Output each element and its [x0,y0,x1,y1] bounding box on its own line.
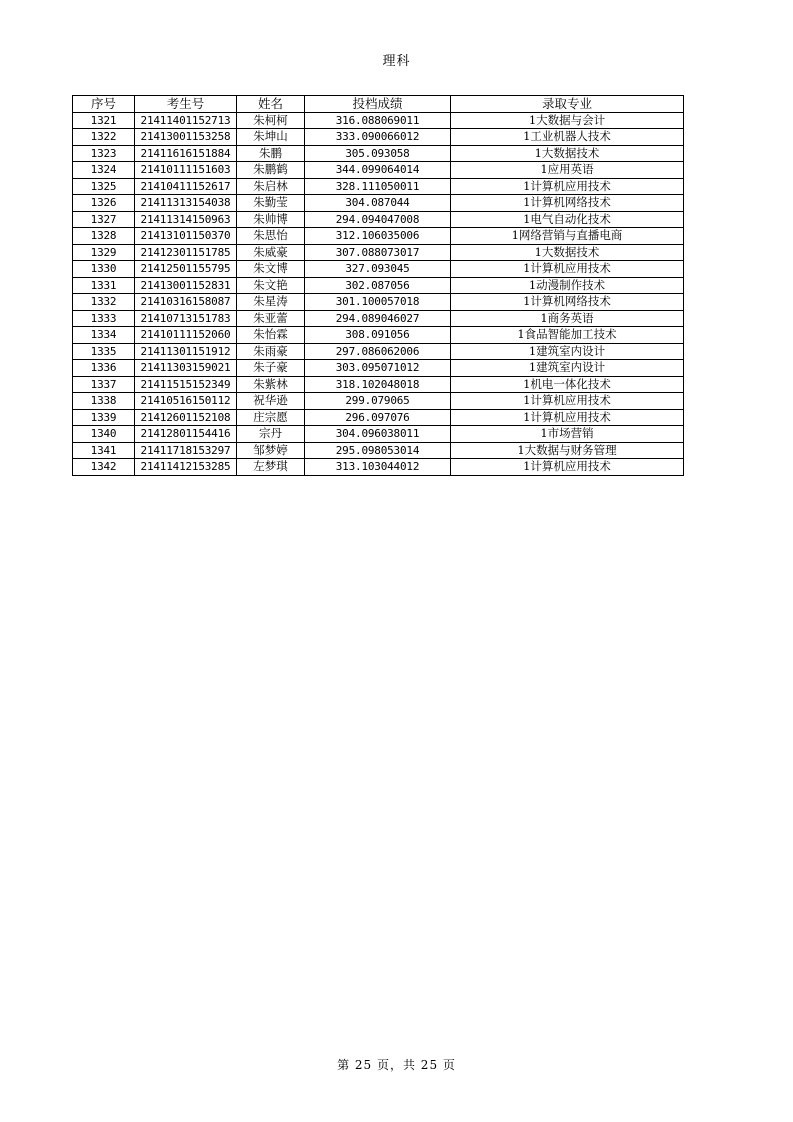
cell-name: 朱柯柯 [237,112,305,129]
cell-serial-number: 1330 [73,261,135,278]
cell-score: 344.099064014 [305,162,451,179]
cell-exam-number: 21411313154038 [135,195,237,212]
cell-name: 庄宗愿 [237,409,305,426]
cell-serial-number: 1335 [73,343,135,360]
cell-score: 305.093058 [305,145,451,162]
cell-score: 302.087056 [305,277,451,294]
cell-major: 1计算机应用技术 [451,178,684,195]
cell-name: 朱思怡 [237,228,305,245]
cell-name: 朱威豪 [237,244,305,261]
cell-score: 304.096038011 [305,426,451,443]
cell-score: 294.089046027 [305,310,451,327]
cell-score: 299.079065 [305,393,451,410]
cell-major: 1计算机应用技术 [451,393,684,410]
table-row [73,195,684,212]
table-row [73,310,684,327]
cell-major: 1商务英语 [451,310,684,327]
table-row [73,393,684,410]
cell-name: 朱鹏鹤 [237,162,305,179]
table-row [73,294,684,311]
table-header-row [73,96,684,113]
cell-serial-number: 1338 [73,393,135,410]
cell-exam-number: 21411515152349 [135,376,237,393]
cell-name: 朱启林 [237,178,305,195]
cell-serial-number: 1340 [73,426,135,443]
header-exam-number: 考生号 [135,96,237,113]
cell-exam-number: 21411301151912 [135,343,237,360]
cell-serial-number: 1326 [73,195,135,212]
cell-major: 1大数据与财务管理 [451,442,684,459]
cell-exam-number: 21412301151785 [135,244,237,261]
cell-exam-number: 21413101150370 [135,228,237,245]
cell-exam-number: 21411303159021 [135,360,237,377]
header-name: 姓名 [237,96,305,113]
cell-major: 1计算机网络技术 [451,195,684,212]
cell-score: 297.086062006 [305,343,451,360]
cell-exam-number: 21410713151783 [135,310,237,327]
cell-serial-number: 1329 [73,244,135,261]
cell-exam-number: 21410411152617 [135,178,237,195]
cell-major: 1大数据与会计 [451,112,684,129]
table-row [73,376,684,393]
cell-major: 1机电一体化技术 [451,376,684,393]
cell-score: 308.091056 [305,327,451,344]
cell-name: 朱文博 [237,261,305,278]
cell-serial-number: 1337 [73,376,135,393]
cell-name: 朱文艳 [237,277,305,294]
cell-score: 313.103044012 [305,459,451,476]
cell-name: 朱坤山 [237,129,305,146]
cell-serial-number: 1331 [73,277,135,294]
cell-serial-number: 1333 [73,310,135,327]
cell-exam-number: 21413001153258 [135,129,237,146]
table-row [73,145,684,162]
cell-name: 左梦琪 [237,459,305,476]
table-row [73,360,684,377]
cell-major: 1应用英语 [451,162,684,179]
cell-score: 327.093045 [305,261,451,278]
cell-exam-number: 21412601152108 [135,409,237,426]
page-number-footer: 第 25 页，共 25 页 [337,1058,456,1072]
cell-exam-number: 21412501155795 [135,261,237,278]
cell-major: 1大数据技术 [451,244,684,261]
cell-name: 朱亚蕾 [237,310,305,327]
cell-serial-number: 1321 [73,112,135,129]
cell-serial-number: 1324 [73,162,135,179]
cell-score: 295.098053014 [305,442,451,459]
cell-serial-number: 1341 [73,442,135,459]
admission-table [72,95,684,476]
cell-serial-number: 1327 [73,211,135,228]
table-body [73,112,684,475]
cell-serial-number: 1332 [73,294,135,311]
cell-score: 294.094047008 [305,211,451,228]
table-row [73,211,684,228]
table-row [73,261,684,278]
cell-name: 朱子豪 [237,360,305,377]
table-row [73,442,684,459]
cell-exam-number: 21411401152713 [135,112,237,129]
cell-name: 朱勤莹 [237,195,305,212]
table-row [73,162,684,179]
cell-exam-number: 21410111151603 [135,162,237,179]
cell-serial-number: 1328 [73,228,135,245]
cell-exam-number: 21412801154416 [135,426,237,443]
cell-score: 307.088073017 [305,244,451,261]
cell-major: 1网络营销与直播电商 [451,228,684,245]
cell-exam-number: 21413001152831 [135,277,237,294]
cell-score: 301.100057018 [305,294,451,311]
cell-exam-number: 21410516150112 [135,393,237,410]
cell-name: 祝华逊 [237,393,305,410]
table-row [73,129,684,146]
cell-major: 1计算机网络技术 [451,294,684,311]
table-row [73,178,684,195]
header-score: 投档成绩 [305,96,451,113]
header-major: 录取专业 [451,96,684,113]
cell-major: 1计算机应用技术 [451,409,684,426]
cell-serial-number: 1334 [73,327,135,344]
table-row [73,228,684,245]
cell-major: 1计算机应用技术 [451,459,684,476]
cell-score: 312.106035006 [305,228,451,245]
cell-major: 1食品智能加工技术 [451,327,684,344]
cell-name: 朱鹏 [237,145,305,162]
cell-major: 1建筑室内设计 [451,343,684,360]
cell-name: 朱紫林 [237,376,305,393]
page-title: 理科 [382,54,411,69]
cell-major: 1计算机应用技术 [451,261,684,278]
cell-name: 朱星涛 [237,294,305,311]
cell-serial-number: 1322 [73,129,135,146]
header-serial-number: 序号 [73,96,135,113]
cell-serial-number: 1336 [73,360,135,377]
cell-score: 333.090066012 [305,129,451,146]
cell-major: 1大数据技术 [451,145,684,162]
table-row [73,277,684,294]
cell-major: 1市场营销 [451,426,684,443]
table-row [73,327,684,344]
cell-score: 296.097076 [305,409,451,426]
cell-exam-number: 21410316158087 [135,294,237,311]
cell-score: 304.087044 [305,195,451,212]
table-row [73,409,684,426]
cell-exam-number: 21410111152060 [135,327,237,344]
cell-serial-number: 1339 [73,409,135,426]
cell-score: 328.111050011 [305,178,451,195]
table-row [73,112,684,129]
cell-name: 宗丹 [237,426,305,443]
table-row [73,343,684,360]
cell-exam-number: 21411718153297 [135,442,237,459]
cell-major: 1工业机器人技术 [451,129,684,146]
cell-name: 朱雨豪 [237,343,305,360]
cell-name: 朱帅博 [237,211,305,228]
table-row [73,426,684,443]
cell-score: 316.088069011 [305,112,451,129]
cell-exam-number: 21411314150963 [135,211,237,228]
cell-serial-number: 1342 [73,459,135,476]
cell-name: 朱怡霖 [237,327,305,344]
cell-exam-number: 21411412153285 [135,459,237,476]
cell-serial-number: 1323 [73,145,135,162]
cell-name: 邹梦婷 [237,442,305,459]
cell-major: 1电气自动化技术 [451,211,684,228]
cell-score: 318.102048018 [305,376,451,393]
cell-exam-number: 21411616151884 [135,145,237,162]
cell-score: 303.095071012 [305,360,451,377]
cell-major: 1动漫制作技术 [451,277,684,294]
table-row [73,459,684,476]
cell-major: 1建筑室内设计 [451,360,684,377]
table-row [73,244,684,261]
cell-serial-number: 1325 [73,178,135,195]
